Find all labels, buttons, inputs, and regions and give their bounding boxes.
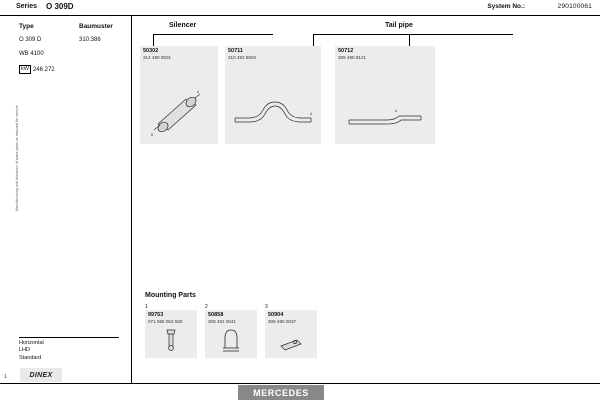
svg-text:A: A (197, 90, 200, 94)
config-variant: Standard (19, 354, 42, 361)
mounting-item-index: 2 (205, 304, 208, 310)
info-power-row (19, 65, 55, 74)
part-reference: 310 492 8604 (228, 55, 257, 60)
column-header-baumuster: Baumuster (79, 23, 113, 30)
mounting-item-index: 1 (145, 304, 148, 310)
page-footer (0, 383, 600, 400)
kw-value: 246 272 (32, 66, 55, 73)
part-code: 50712 (338, 48, 354, 54)
series-label: Series (16, 3, 38, 10)
system-number-label: System No.: (487, 3, 525, 10)
manufacturing-note: Manufacturing and alteration of spare parts as required for service (15, 105, 19, 211)
left-rail (0, 16, 19, 384)
part-card-50712[interactable] (335, 46, 435, 144)
page-number-left: 1 (4, 374, 7, 380)
mounting-parts-title: Mounting Parts (145, 292, 196, 299)
part-reference: 309 490 9121 (338, 55, 367, 60)
part-card-50711[interactable] (225, 46, 321, 144)
silencer-drawing (140, 46, 218, 144)
bracket-line-tailpipe (313, 34, 513, 35)
brand-badge: MERCEDES (238, 385, 324, 400)
tail-pipe-drawing (335, 46, 435, 144)
part-code: 99753 (148, 312, 164, 318)
bracket-tick-silencer (153, 34, 154, 46)
group-label-tail-pipe: Tail pipe (385, 22, 413, 29)
part-reference: 309 490 0037 (268, 319, 297, 324)
bracket-tick-tailpipe-left (313, 34, 314, 46)
bracket-line-silencer (153, 34, 273, 35)
bolt-drawing (145, 310, 197, 358)
front-pipe-drawing (225, 46, 321, 144)
dinex-logo (20, 368, 62, 382)
svg-text:B: B (151, 133, 154, 137)
config-steering: LHD (19, 347, 31, 353)
vehicle-info-column (14, 16, 132, 384)
part-reference: 309 491 0041 (208, 319, 237, 324)
part-code: 50858 (208, 312, 224, 318)
kw-unit-label: kW (21, 66, 29, 72)
part-code: 50904 (268, 312, 284, 318)
clamp-drawing (205, 310, 257, 358)
part-code: 50711 (228, 48, 243, 54)
configuration-block (19, 337, 119, 363)
group-label-silencer: Silencer (169, 22, 197, 29)
part-card-50302[interactable] (140, 46, 218, 144)
mounting-item-index: 3 (265, 304, 268, 310)
page-header (0, 0, 600, 16)
svg-text:A: A (395, 109, 398, 113)
mounting-card-99753[interactable] (145, 310, 197, 358)
part-reference: 071 555 053 500 (148, 319, 183, 324)
parts-diagram-area (133, 16, 600, 384)
info-wheelbase-value: WB 4100 (19, 51, 44, 57)
column-header-type: Type (19, 23, 34, 30)
part-reference: 314 490 0501 (143, 55, 172, 60)
mounting-card-50904[interactable] (265, 310, 317, 358)
info-baumuster-value: 310.386 (79, 37, 101, 43)
bracket-tick-tailpipe-right (409, 34, 410, 46)
logo-text: DINEX (29, 371, 53, 379)
system-number-value: 290100061 (557, 3, 592, 10)
part-code: 50302 (143, 48, 159, 54)
series-value: O 309D (46, 2, 74, 11)
bracket-drawing (265, 310, 317, 358)
config-orientation: Horizontal (19, 339, 44, 346)
info-type-value: O 309 D (19, 37, 42, 43)
mounting-card-50858[interactable] (205, 310, 257, 358)
svg-text:A: A (310, 112, 313, 116)
